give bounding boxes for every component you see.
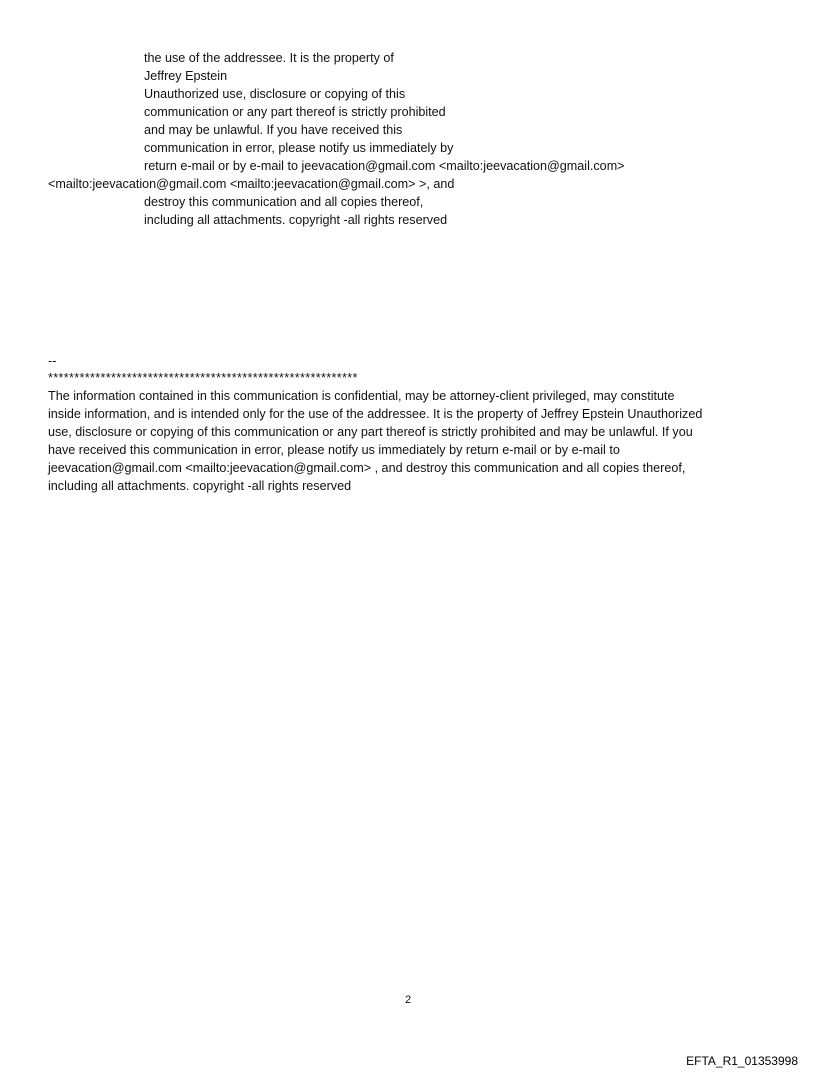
disclaimer-line: inside information, and is intended only for the use of the addressee. It is the property of Jeffrey Epstein Unauthorized xyxy=(48,407,703,421)
signature-stars: *********************************************************** xyxy=(48,371,358,385)
disclaimer-line: The information contained in this communication is confidential, may be attorney-client privileged, may constitute xyxy=(48,389,675,403)
quoted-line: return e-mail or by e-mail to jeevacation@gmail.com <mailto:jeevacation@gmail.com> xyxy=(144,159,625,173)
bates-number: EFTA_R1_01353998 xyxy=(686,1054,798,1068)
quoted-line: destroy this communication and all copies thereof, xyxy=(144,195,424,209)
disclaimer-line: use, disclosure or copying of this communication or any part thereof is strictly prohibited and may be unlawful. If you xyxy=(48,425,693,439)
quoted-line: Unauthorized use, disclosure or copying of this xyxy=(144,87,406,101)
disclaimer-line: including all attachments. copyright -all rights reserved xyxy=(48,479,352,493)
quoted-line: <mailto:jeevacation@gmail.com <mailto:jeevacation@gmail.com> >, and xyxy=(48,177,455,191)
quoted-line: Jeffrey Epstein xyxy=(144,69,228,83)
quoted-line: communication or any part thereof is strictly prohibited xyxy=(144,105,446,119)
disclaimer-paragraph xyxy=(48,387,768,495)
quoted-line: and may be unlawful. If you have received this xyxy=(144,123,403,137)
quoted-line: the use of the addressee. It is the property of xyxy=(144,51,394,65)
disclaimer-line: jeevacation@gmail.com <mailto:jeevacation@gmail.com> , and destroy this communication and all copies thereof, xyxy=(48,461,686,475)
quoted-line: including all attachments. copyright -all rights reserved xyxy=(144,213,448,227)
signature-dashes: -- xyxy=(48,354,57,368)
disclaimer-line: have received this communication in error, please notify us immediately by return e-mail or by e-mail to xyxy=(48,443,620,457)
quoted-line: communication in error, please notify us immediately by xyxy=(144,141,454,155)
page-number: 2 xyxy=(404,994,412,1006)
